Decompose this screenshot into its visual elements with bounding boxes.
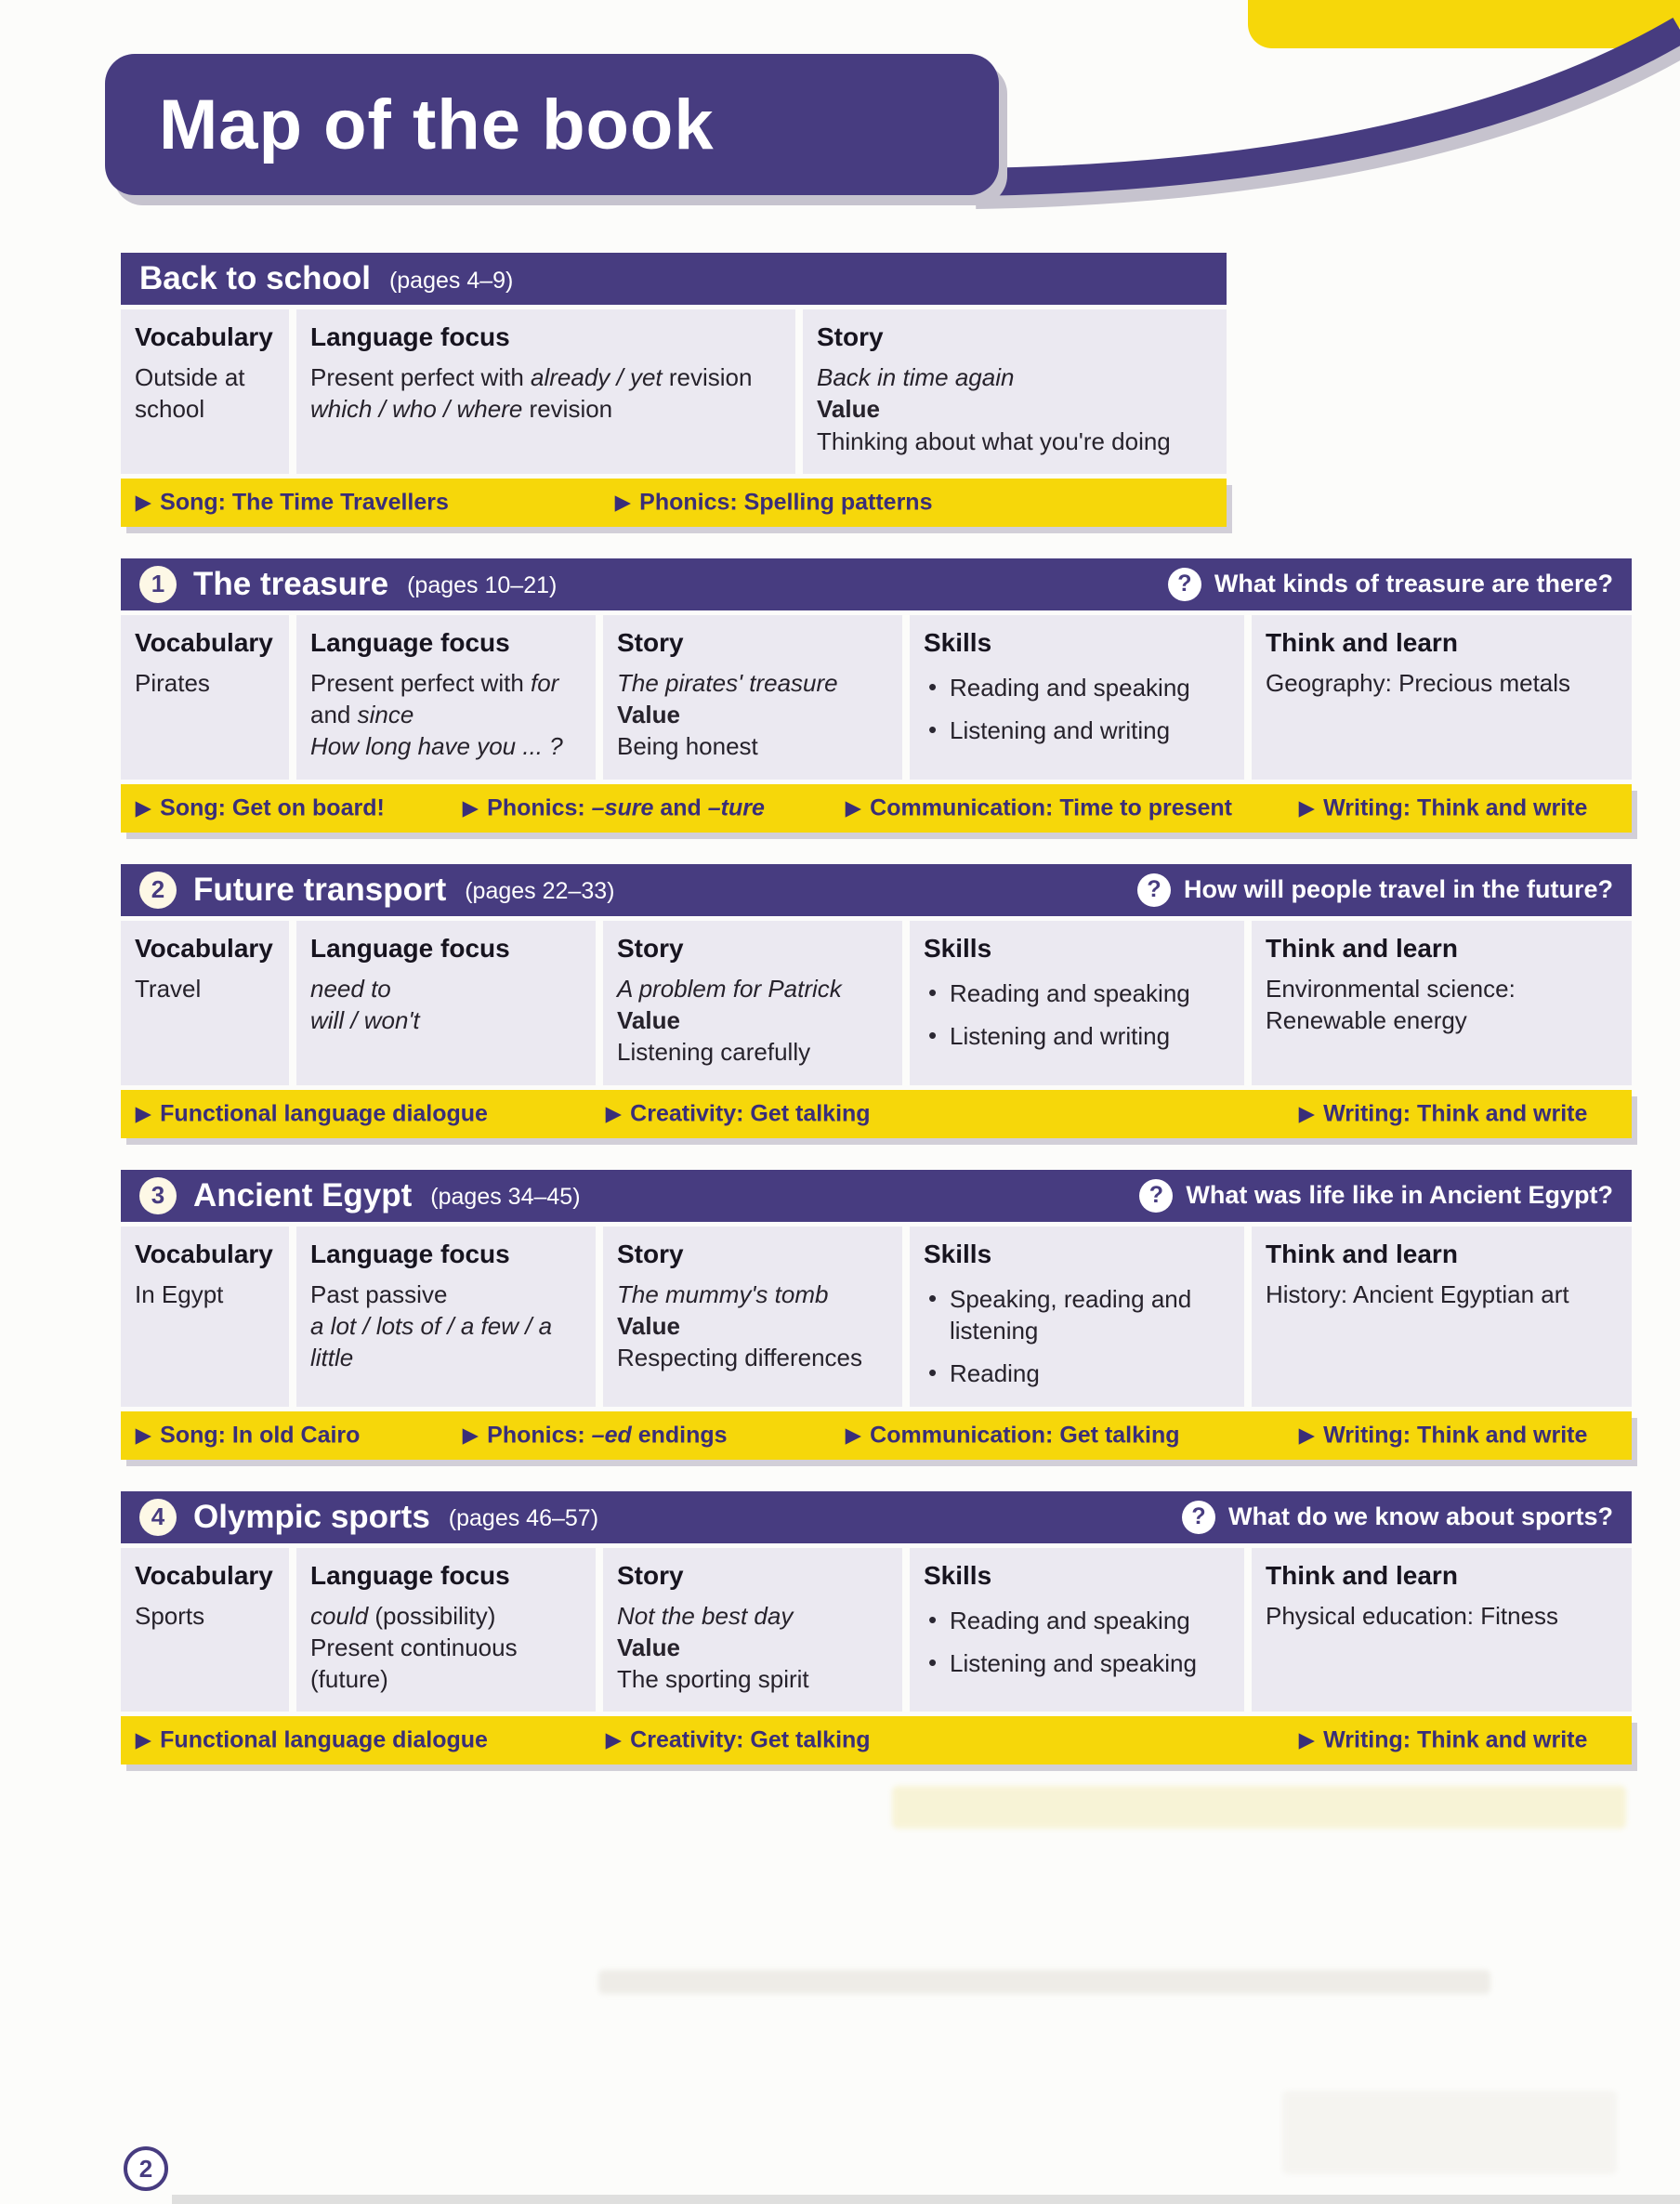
text-line <box>617 1279 888 1310</box>
column-cell <box>1252 1227 1632 1407</box>
footer-text-segment: Functional language dialogue <box>160 1726 488 1753</box>
value-subhead: Value <box>617 1633 680 1661</box>
footer-text-segment: Song: The Time Travellers <box>160 489 449 516</box>
column-header: Story <box>617 933 684 963</box>
text-segment: Listening and writing <box>950 1022 1171 1051</box>
text-line <box>310 393 781 425</box>
text-line <box>1266 667 1618 699</box>
play-arrow-icon: ▶ <box>1299 1103 1315 1125</box>
section-pages: (pages 22–33) <box>465 878 615 905</box>
column-cell <box>121 1548 289 1712</box>
text-line <box>310 1600 582 1632</box>
section-content <box>121 921 1632 1085</box>
text-segment: need to <box>310 974 391 1003</box>
text-line <box>1266 1600 1618 1632</box>
footer-text-segment: Creativity: Get talking <box>630 1100 871 1127</box>
question-text: What do we know about sports? <box>1228 1502 1613 1531</box>
footer-item <box>1299 1100 1587 1127</box>
footer-text-segment: Writing: Think and write <box>1323 1422 1588 1449</box>
column-cell <box>296 1227 596 1407</box>
question-group <box>1168 568 1613 601</box>
text-line <box>135 973 275 1004</box>
column-header: Language focus <box>310 322 510 351</box>
footer-item <box>1299 794 1587 821</box>
column-header: Vocabulary <box>135 1560 273 1590</box>
title-banner <box>105 54 999 195</box>
text-segment: Reading and speaking <box>950 1606 1190 1634</box>
column-cell <box>910 1227 1244 1407</box>
question-group <box>1182 1501 1613 1534</box>
column-header: Think and learn <box>1266 1560 1458 1590</box>
text-segment: Respecting differences <box>617 1344 863 1372</box>
text-line <box>310 730 582 762</box>
text-segment: How long have you ... ? <box>310 732 563 761</box>
column-header: Vocabulary <box>135 1239 273 1268</box>
section-footer-bar <box>121 784 1632 833</box>
unit-number: 4 <box>151 1502 165 1531</box>
text-segment: Travel <box>135 974 202 1003</box>
text-segment: revision <box>662 362 753 391</box>
footer-text-segment: Creativity: Get talking <box>630 1726 871 1753</box>
text-line <box>617 1663 888 1695</box>
text-segment: since <box>357 701 414 729</box>
text-segment: In Egypt <box>135 1279 224 1308</box>
footer-text-segment: Song: Get on board! <box>160 794 385 821</box>
column-cell <box>603 1548 902 1712</box>
footer-text-segment: Communication: Time to present <box>870 794 1233 821</box>
footer-text-segment: –ed <box>591 1422 632 1449</box>
footer-item <box>136 794 385 821</box>
unit-section <box>121 253 1227 527</box>
unit-number-badge <box>139 1177 177 1214</box>
bullet-item <box>924 672 1230 703</box>
section-header-bar <box>121 1491 1632 1543</box>
text-line <box>1266 973 1618 1037</box>
text-segment: for <box>531 668 559 697</box>
section-title: Back to school <box>139 260 371 296</box>
column-header: Story <box>617 627 684 657</box>
column-header: Language focus <box>310 1239 510 1268</box>
unit-number-badge <box>139 872 177 909</box>
bullet-item <box>924 1283 1230 1347</box>
footer-text-segment: Phonics: Spelling patterns <box>639 489 933 516</box>
footer-item <box>846 1422 1180 1449</box>
section-title: The treasure <box>193 565 389 602</box>
section-footer-bar <box>121 479 1227 527</box>
section-footer-bar <box>121 1411 1632 1460</box>
column-cell <box>603 615 902 780</box>
column-header: Language focus <box>310 1560 510 1590</box>
column-header: Story <box>617 1239 684 1268</box>
text-line <box>310 1632 582 1696</box>
footer-text-segment: Functional language dialogue <box>160 1100 488 1127</box>
column-header: Think and learn <box>1266 627 1458 657</box>
text-segment: Back in time again <box>817 362 1015 391</box>
section-pages: (pages 34–45) <box>430 1184 581 1211</box>
column-cell <box>296 1548 596 1712</box>
text-segment: could <box>310 1601 369 1630</box>
footer-item <box>136 1422 360 1449</box>
map-of-book-sections <box>121 253 1632 1796</box>
unit-number-badge <box>139 566 177 603</box>
column-cell <box>910 1548 1244 1712</box>
text-segment: which / who / where <box>310 395 523 424</box>
footer-item <box>136 1100 488 1127</box>
column-header: Story <box>617 1560 684 1590</box>
section-content <box>121 615 1632 780</box>
footer-item <box>463 1422 728 1449</box>
section-content <box>121 1548 1632 1712</box>
question-text: How will people travel in the future? <box>1183 875 1613 904</box>
column-cell <box>296 921 596 1085</box>
bleed-through-smudge <box>598 1970 1490 1994</box>
text-segment: The mummy's tomb <box>617 1279 829 1308</box>
text-line <box>135 667 275 699</box>
text-line <box>1266 1279 1618 1310</box>
play-arrow-icon: ▶ <box>1299 1729 1315 1751</box>
column-cell <box>296 615 596 780</box>
column-header: Story <box>817 322 884 351</box>
text-line <box>617 1036 888 1068</box>
unit-number: 1 <box>151 570 165 598</box>
text-segment: The sporting spirit <box>617 1665 809 1694</box>
text-line <box>310 973 582 1004</box>
text-segment: Not the best day <box>617 1601 794 1630</box>
text-segment: Present continuous (future) <box>310 1633 518 1694</box>
text-segment: Sports <box>135 1601 205 1630</box>
text-segment: Listening and speaking <box>950 1648 1197 1677</box>
footer-text-segment: Writing: Think and write <box>1323 794 1588 821</box>
bullet-item <box>924 977 1230 1009</box>
column-cell <box>121 309 289 474</box>
text-segment: (possibility) <box>368 1601 496 1630</box>
play-arrow-icon: ▶ <box>846 1424 861 1447</box>
column-cell <box>1252 1548 1632 1712</box>
yellow-corner-tab <box>1248 0 1680 48</box>
footer-text-segment: and <box>653 794 708 821</box>
footer-text-segment: Phonics: <box>487 1422 592 1449</box>
bullet-item <box>924 1605 1230 1636</box>
text-segment: will / won't <box>310 1006 420 1035</box>
text-line <box>617 1600 888 1632</box>
text-segment: a lot / lots of / a few / a little <box>310 1311 553 1372</box>
footer-text-segment: Writing: Think and write <box>1323 1726 1588 1753</box>
text-line <box>617 973 888 1004</box>
column-header: Think and learn <box>1266 933 1458 963</box>
section-title: Ancient Egypt <box>193 1176 413 1214</box>
text-segment: Listening and writing <box>950 716 1171 745</box>
question-text: What was life like in Ancient Egypt? <box>1186 1181 1613 1210</box>
play-arrow-icon: ▶ <box>136 1424 151 1447</box>
footer-item <box>615 489 932 516</box>
footer-text-segment: Song: In old Cairo <box>160 1422 361 1449</box>
value-subhead: Value <box>617 701 680 729</box>
play-arrow-icon: ▶ <box>136 1729 151 1751</box>
text-segment: Thinking about what you're doing <box>817 426 1171 455</box>
column-cell <box>910 921 1244 1085</box>
play-arrow-icon: ▶ <box>463 1424 479 1447</box>
text-line <box>817 361 1213 393</box>
bullet-item <box>924 715 1230 746</box>
text-line <box>310 1279 582 1310</box>
column-header: Language focus <box>310 933 510 963</box>
section-header-bar <box>121 864 1632 916</box>
column-cell <box>121 921 289 1085</box>
column-cell <box>296 309 795 474</box>
column-cell <box>910 615 1244 780</box>
text-segment: Reading <box>950 1359 1040 1388</box>
column-header: Skills <box>924 1560 992 1590</box>
section-footer-bar <box>121 1716 1632 1765</box>
text-segment: Reading and speaking <box>950 673 1190 702</box>
play-arrow-icon: ▶ <box>606 1729 622 1751</box>
column-cell <box>121 615 289 780</box>
value-subhead: Value <box>617 1006 680 1035</box>
column-header: Skills <box>924 933 992 963</box>
text-segment: Pirates <box>135 668 210 697</box>
question-icon: ? <box>1182 1501 1215 1534</box>
section-header-bar <box>121 253 1227 305</box>
column-cell <box>121 1227 289 1407</box>
footer-item <box>463 794 765 821</box>
text-segment: Past passive <box>310 1279 448 1308</box>
footer-text-segment: –sure <box>591 794 654 821</box>
text-segment: Geography: Precious metals <box>1266 668 1571 697</box>
footer-item <box>846 794 1232 821</box>
play-arrow-icon: ▶ <box>463 797 479 820</box>
unit-section <box>121 864 1632 1138</box>
section-title: Future transport <box>193 871 447 908</box>
text-segment: The pirates' treasure <box>617 668 838 697</box>
footer-text-segment: Communication: Get talking <box>870 1422 1180 1449</box>
text-segment: and <box>310 701 358 729</box>
unit-number: 3 <box>151 1181 165 1210</box>
unit-section <box>121 1491 1632 1765</box>
footer-item <box>606 1100 871 1127</box>
text-line <box>135 361 275 426</box>
question-icon: ? <box>1137 873 1171 907</box>
text-segment: already / yet <box>531 362 663 391</box>
play-arrow-icon: ▶ <box>136 1103 151 1125</box>
footer-item <box>606 1727 871 1754</box>
play-arrow-icon: ▶ <box>615 492 631 514</box>
footer-item <box>136 489 449 516</box>
column-header: Vocabulary <box>135 322 273 351</box>
section-footer-bar <box>121 1090 1632 1138</box>
page-edge-shadow <box>172 2195 1680 2204</box>
text-line <box>617 730 888 762</box>
play-arrow-icon: ▶ <box>606 1103 622 1125</box>
section-content <box>121 1227 1632 1407</box>
text-segment: Speaking, reading and listening <box>950 1284 1192 1345</box>
section-title: Olympic sports <box>193 1498 430 1535</box>
text-line <box>135 1600 275 1632</box>
section-pages: (pages 10–21) <box>407 572 558 599</box>
play-arrow-icon: ▶ <box>1299 1424 1315 1447</box>
text-segment: Reading and speaking <box>950 978 1190 1007</box>
text-line <box>310 361 781 393</box>
question-icon: ? <box>1139 1179 1173 1213</box>
text-line <box>617 1342 888 1373</box>
footer-text-segment: Phonics: <box>487 794 592 821</box>
text-line <box>135 1279 275 1310</box>
footer-item <box>136 1727 488 1754</box>
question-group <box>1139 1179 1613 1213</box>
footer-text-segment: Writing: Think and write <box>1323 1100 1588 1127</box>
footer-text-segment: –ture <box>707 794 765 821</box>
text-segment: Listening carefully <box>617 1038 811 1067</box>
page-title: Map of the book <box>159 85 715 164</box>
question-icon: ? <box>1168 568 1201 601</box>
column-cell <box>603 921 902 1085</box>
bullet-item <box>924 1647 1230 1679</box>
play-arrow-icon: ▶ <box>136 797 151 820</box>
question-group <box>1137 873 1613 907</box>
text-segment: Physical education: Fitness <box>1266 1601 1559 1630</box>
column-header: Language focus <box>310 627 510 657</box>
unit-number-badge <box>139 1499 177 1536</box>
text-segment: Present perfect with <box>310 362 531 391</box>
play-arrow-icon: ▶ <box>846 797 861 820</box>
footer-item <box>1299 1422 1587 1449</box>
unit-section <box>121 1170 1632 1460</box>
column-cell <box>803 309 1227 474</box>
question-text: What kinds of treasure are there? <box>1214 570 1613 598</box>
section-header-bar <box>121 1170 1632 1222</box>
text-segment: revision <box>522 395 613 424</box>
text-segment: History: Ancient Egyptian art <box>1266 1279 1569 1308</box>
column-cell <box>603 1227 902 1407</box>
unit-number: 2 <box>151 875 165 904</box>
column-header: Skills <box>924 627 992 657</box>
page-number: 2 <box>124 2146 168 2191</box>
value-subhead: Value <box>617 1311 680 1340</box>
text-line <box>310 667 582 731</box>
play-arrow-icon: ▶ <box>136 492 151 514</box>
text-segment: Present perfect with <box>310 668 531 697</box>
column-cell <box>1252 615 1632 780</box>
column-header: Think and learn <box>1266 1239 1458 1268</box>
text-line <box>617 667 888 699</box>
section-header-bar <box>121 558 1632 610</box>
text-segment: Being honest <box>617 732 758 761</box>
column-cell <box>1252 921 1632 1085</box>
text-segment: Environmental science: Renewable energy <box>1266 974 1516 1035</box>
footer-text-segment: endings <box>631 1422 728 1449</box>
play-arrow-icon: ▶ <box>1299 797 1315 820</box>
column-header: Vocabulary <box>135 933 273 963</box>
footer-item <box>1299 1727 1587 1754</box>
text-line <box>817 426 1213 457</box>
column-header: Vocabulary <box>135 627 273 657</box>
text-segment: A problem for Patrick <box>617 974 842 1003</box>
text-line <box>310 1004 582 1036</box>
text-segment: Outside at school <box>135 362 245 424</box>
bleed-through-smudge <box>1282 2091 1617 2174</box>
value-subhead: Value <box>817 395 880 424</box>
section-pages: (pages 46–57) <box>448 1505 599 1532</box>
bullet-item <box>924 1358 1230 1389</box>
column-header: Skills <box>924 1239 992 1268</box>
section-pages: (pages 4–9) <box>388 267 514 294</box>
text-line <box>310 1310 582 1374</box>
unit-section <box>121 558 1632 833</box>
section-content <box>121 309 1227 474</box>
bullet-item <box>924 1020 1230 1052</box>
